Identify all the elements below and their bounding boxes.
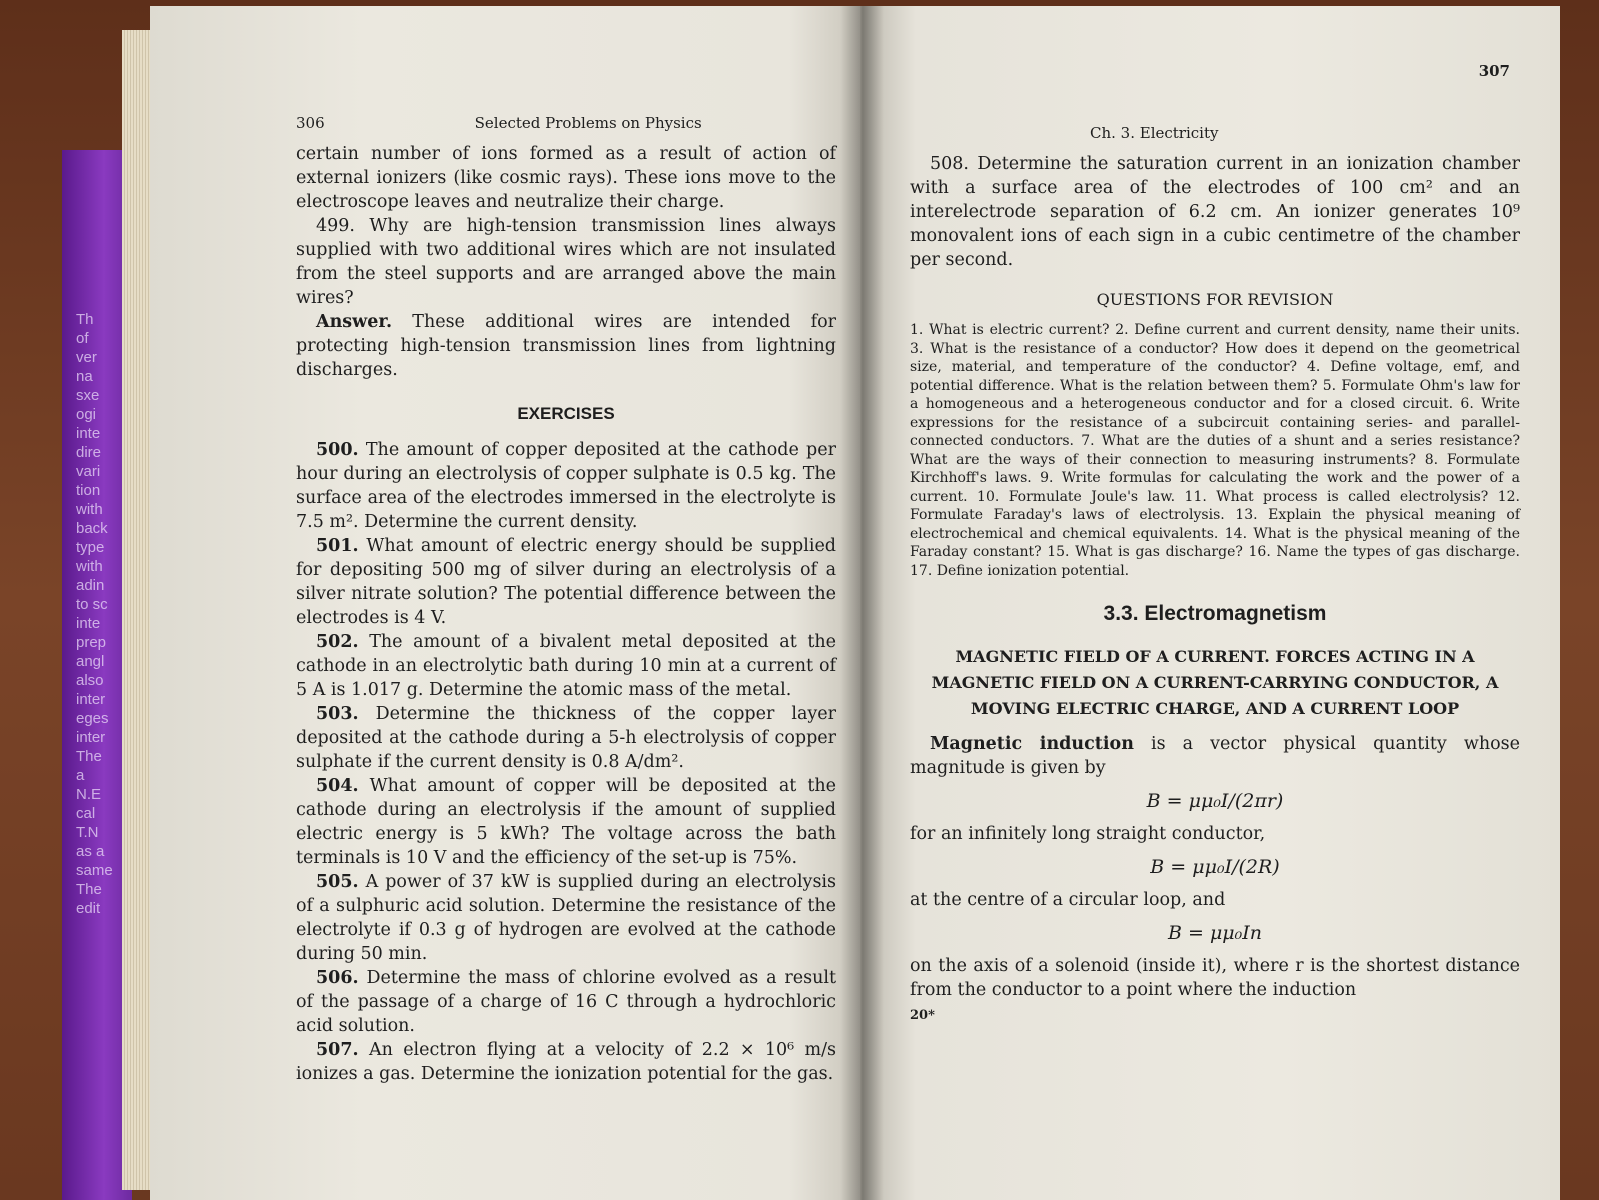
exercise-507 (296, 1038, 836, 1086)
right-page-content (910, 62, 1520, 1023)
exercise-text: The amount of a bivalent metal deposited at the cathode in an electrolytic bath during 10 min at a current of 5 A is 1.017 g. Determine the atomic mass of the metal. (296, 632, 836, 700)
exercise-502 (296, 630, 836, 702)
answer-label: Answer. (316, 312, 393, 332)
background-book-text: Th of ver na sxe ogi inte dire vari tion with back type with adin to sc inte prep angl also inter eges inter The a N.E cal T.N as a same The edit (76, 311, 113, 917)
exercise-text: What amount of electric energy should be supplied for depositing 500 mg of silver during an electrolysis of a silver nitrate solution? The potential difference between the electrodes is 4 V. (296, 536, 836, 628)
exercise-504 (296, 774, 836, 870)
exercise-number: 502. (316, 632, 359, 652)
exercise-number: 506. (316, 968, 359, 988)
exercise-number: 505. (316, 872, 359, 892)
answer-text: These additional wires are intended for protecting high-tension transmission lines from lightning discharges. (296, 312, 836, 380)
exercise-text: An electron flying at a velocity of 2.2 × 10⁶ m/s ionizes a gas. Determine the ionization potential for the gas. (296, 1040, 836, 1084)
right-page-number: 307 (1478, 62, 1510, 80)
exercise-number: 503. (316, 704, 359, 724)
exercise-503 (296, 702, 836, 774)
exercise-text: A power of 37 kW is supplied during an electrolysis of a sulphuric acid solution. Determine the resistance of the electrolyte if 0.3 g of hydrogen are evolved at the cathode during 50 min. (296, 872, 836, 964)
signature-mark: 20* (910, 1008, 935, 1023)
left-page (150, 6, 860, 1200)
left-running-head: Selected Problems on Physics (474, 114, 702, 132)
subsection-heading: MAGNETIC FIELD OF A CURRENT. FORCES ACTING IN A MAGNETIC FIELD ON A CURRENT-CARRYING CONDUCTOR, A MOVING ELECTRIC CHARGE, AND A CURRENT LOOP (931, 647, 1499, 718)
induction-term: Magnetic induction (930, 734, 1134, 754)
exercise-text: What amount of copper will be deposited at the cathode during an electrolysis if the amount of supplied electric energy is 5 kWh? The voltage across the bath terminals is 10 V and the efficiency of the set-up is 75%. (296, 776, 836, 868)
exercise-506 (296, 966, 836, 1038)
left-page-content (296, 114, 836, 1086)
exercise-number: 501. (316, 536, 359, 556)
exercise-number: 500. (316, 440, 359, 460)
exercise-number: 504. (316, 776, 359, 796)
problem-508: 508. Determine the saturation current in an ionization chamber with a surface area of the electrodes of 100 cm² and an interelectrode separation of 6.2 cm. An ionizer generates 10⁹ monovalent ions of each sign in a cubic centimetre of the chamber per second. (910, 154, 1520, 270)
formula-straight-conductor: B = μμ₀I/(2πr) (1146, 790, 1284, 812)
answer-paragraph (296, 310, 836, 382)
section-heading: 3.3. Electromagnetism (1103, 602, 1327, 625)
open-book-spread (150, 6, 1560, 1200)
exercise-number: 507. (316, 1040, 359, 1060)
right-page (860, 6, 1560, 1200)
formula-solenoid: B = μμ₀In (1167, 922, 1263, 944)
formula-circular-loop: B = μμ₀I/(2R) (1150, 856, 1280, 878)
exercise-505 (296, 870, 836, 966)
questions-heading: QUESTIONS FOR REVISION (1096, 290, 1334, 309)
questions-for-revision: 1. What is electric current? 2. Define current and current density, name their units. 3. What is the resistance of a conductor? How does it depend on the geometrical size, material, and temperature of the conductor? 4. Define voltage, emf, and potential difference. What is the relation between them? 5. Formulate Ohm's law for a homogeneous and a heterogeneous conductor and for a closed circuit. 6. Write expressions for the resistance of a subcircuit containing series- and parallel-connected conductors. 7. What are the duties of a shunt and a series resistance? What are the ways of their connection to measuring instruments? 8. Formulate Kirchhoff's laws. 9. Write formulas for calculating the work and the power of a current. 10. Formulate Joule's law. 11. What process is called electrolysis? 12. Formulate Faraday's laws of electrolysis. 13. Explain the physical meaning of electrochemical and chemical equivalents. 14. What is the physical meaning of the Faraday constant? 15. What is gas discharge? 16. Name the types of gas discharge. 17. Define ionization potential. (910, 322, 1520, 579)
exercise-text: Determine the thickness of the copper layer deposited at the cathode during a 5-h electrolysis of copper sulphate if the current density is 0.8 A/dm². (296, 704, 836, 772)
book-gutter (840, 6, 884, 1200)
exercise-text: The amount of copper deposited at the cathode per hour during an electrolysis of copper sulphate is 0.5 kg. The surface area of the electrodes immersed in the electrolyte is 7.5 m². Determine the current density. (296, 440, 836, 532)
formula3-caption: on the axis of a solenoid (inside it), where r is the shortest distance from the conductor to a point where the induction (910, 956, 1520, 1000)
left-page-number: 306 (296, 114, 325, 132)
formula2-caption: at the centre of a circular loop, and (910, 890, 1226, 910)
exercise-501 (296, 534, 836, 630)
induction-intro-rest: is a vector physical quantity whose magnitude is given by (910, 734, 1520, 778)
exercises-heading: EXERCISES (517, 404, 615, 423)
left-running-header (296, 114, 836, 132)
exercise-500 (296, 438, 836, 534)
formula1-caption: for an infinitely long straight conductor, (910, 824, 1266, 844)
exercise-text: Determine the mass of chlorine evolved as a result of the passage of a charge of 16 C through a hydrochloric acid solution. (296, 968, 836, 1036)
right-running-head: Ch. 3. Electricity (1090, 124, 1219, 142)
problem-499: 499. Why are high-tension transmission lines always supplied with two additional wires which are not insulated from the steel supports and are arranged above the main wires? (296, 216, 836, 308)
intro-paragraph: certain number of ions formed as a result of action of external ionizers (like cosmic rays). These ions move to the electroscope leaves and neutralize their charge. (296, 144, 836, 212)
induction-intro (910, 732, 1520, 780)
